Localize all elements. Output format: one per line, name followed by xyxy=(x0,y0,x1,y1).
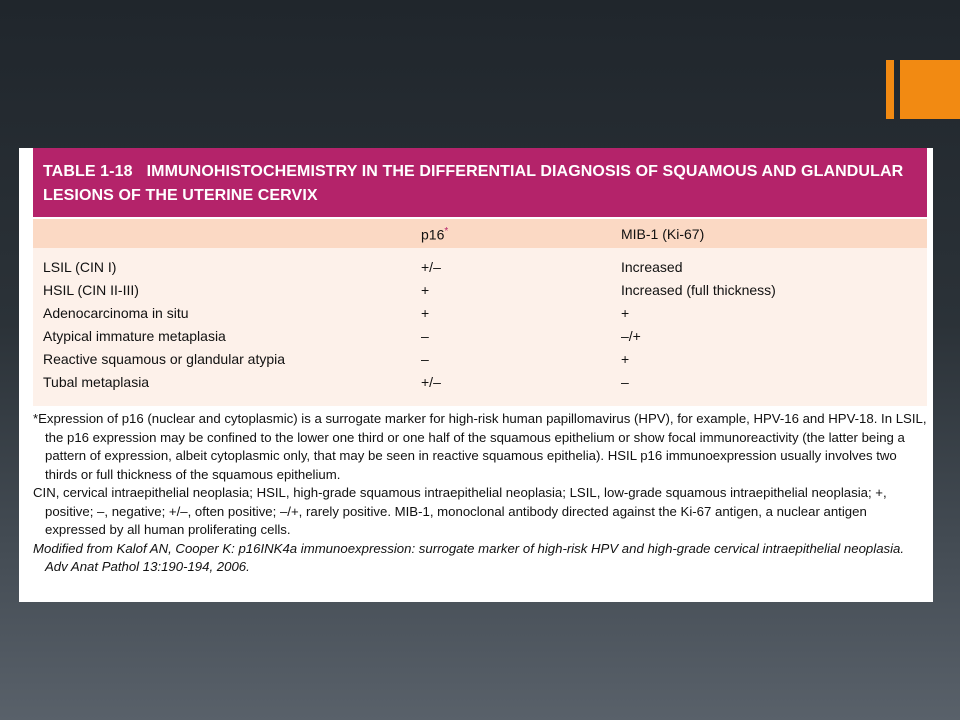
row-mib1: – xyxy=(621,374,629,390)
row-label: LSIL (CIN I) xyxy=(43,259,117,275)
row-mib1: + xyxy=(621,305,630,321)
footnote-abbreviations: CIN, cervical intraepithelial neoplasia; HSIL, high-grade squamous intraepithelial neoplasia; LSIL, low-grade squamous intraepithelial neoplasia; +, positive; –, negative; +/–, often positive; –/+, rarely positive. MIB-1, monoclonal antibody directed against the Ki-67 antigen, a nuclear antigen expressed by all human proliferating cells. xyxy=(33,485,887,537)
footnote-source: Modified from Kalof AN, Cooper K: p16INK4a immunoexpression: surrogate marker of high-risk HPV and high-grade cervical intraepithelial neoplasia. Adv Anat Pathol 13:190-194, 2006. xyxy=(33,540,905,574)
table-title-text: IMMUNOHISTOCHEMISTRY IN THE DIFFERENTIAL DIAGNOSIS OF SQUAMOUS AND GLANDULAR xyxy=(146,163,904,180)
table-title-bar xyxy=(33,148,927,217)
table-header-row xyxy=(33,219,927,248)
column-header-p16: p16* xyxy=(421,226,449,243)
accent-bar-block xyxy=(900,60,960,119)
table-row xyxy=(33,351,927,374)
table-title-line-2: LESIONS OF THE UTERINE CERVIX xyxy=(43,187,318,204)
table-image xyxy=(19,148,933,602)
table-number: TABLE 1-18 xyxy=(43,163,133,180)
row-label: Adenocarcinoma in situ xyxy=(43,305,189,321)
footnote-p16: *Expression of p16 (nuclear and cytoplasmic) is a surrogate marker for high-risk human papillomavirus (HPV), for example, HPV-16 and HPV-18. In LSIL, the p16 expression may be confined to the lower one third or one half of the squamous epithelium or show focal immunoreactivity (the latter being a pattern of expression, albeit cytoplasmic only, that may be seen in reactive squamous epithelia). HSIL p16 immunoexpression usually involves two thirds or full thickness of the squamous epithelium. xyxy=(33,411,927,482)
row-p16: – xyxy=(421,351,429,367)
row-label: Reactive squamous or glandular atypia xyxy=(43,351,286,367)
row-mib1: Increased (full thickness) xyxy=(621,282,776,298)
row-p16: + xyxy=(421,305,430,321)
row-p16: – xyxy=(421,328,429,344)
row-label: Tubal metaplasia xyxy=(43,374,150,390)
row-p16: +/– xyxy=(421,374,441,390)
table-title-line-1 xyxy=(43,160,917,184)
table-footnotes xyxy=(33,410,927,577)
row-mib1: Increased xyxy=(621,259,683,275)
column-header-mib1: MIB-1 (Ki-67) xyxy=(621,226,705,242)
table-row xyxy=(33,259,927,282)
footnote-marker: * xyxy=(444,226,449,237)
row-label: Atypical immature metaplasia xyxy=(43,328,226,344)
table-row xyxy=(33,305,927,328)
table-row xyxy=(33,374,927,397)
row-mib1: –/+ xyxy=(621,328,641,344)
accent-bar-thin xyxy=(886,60,894,119)
table-row xyxy=(33,282,927,305)
table-row xyxy=(33,328,927,351)
table-body xyxy=(33,248,927,406)
row-label: HSIL (CIN II-III) xyxy=(43,282,139,298)
row-mib1: + xyxy=(621,351,630,367)
row-p16: + xyxy=(421,282,430,298)
row-p16: +/– xyxy=(421,259,441,275)
